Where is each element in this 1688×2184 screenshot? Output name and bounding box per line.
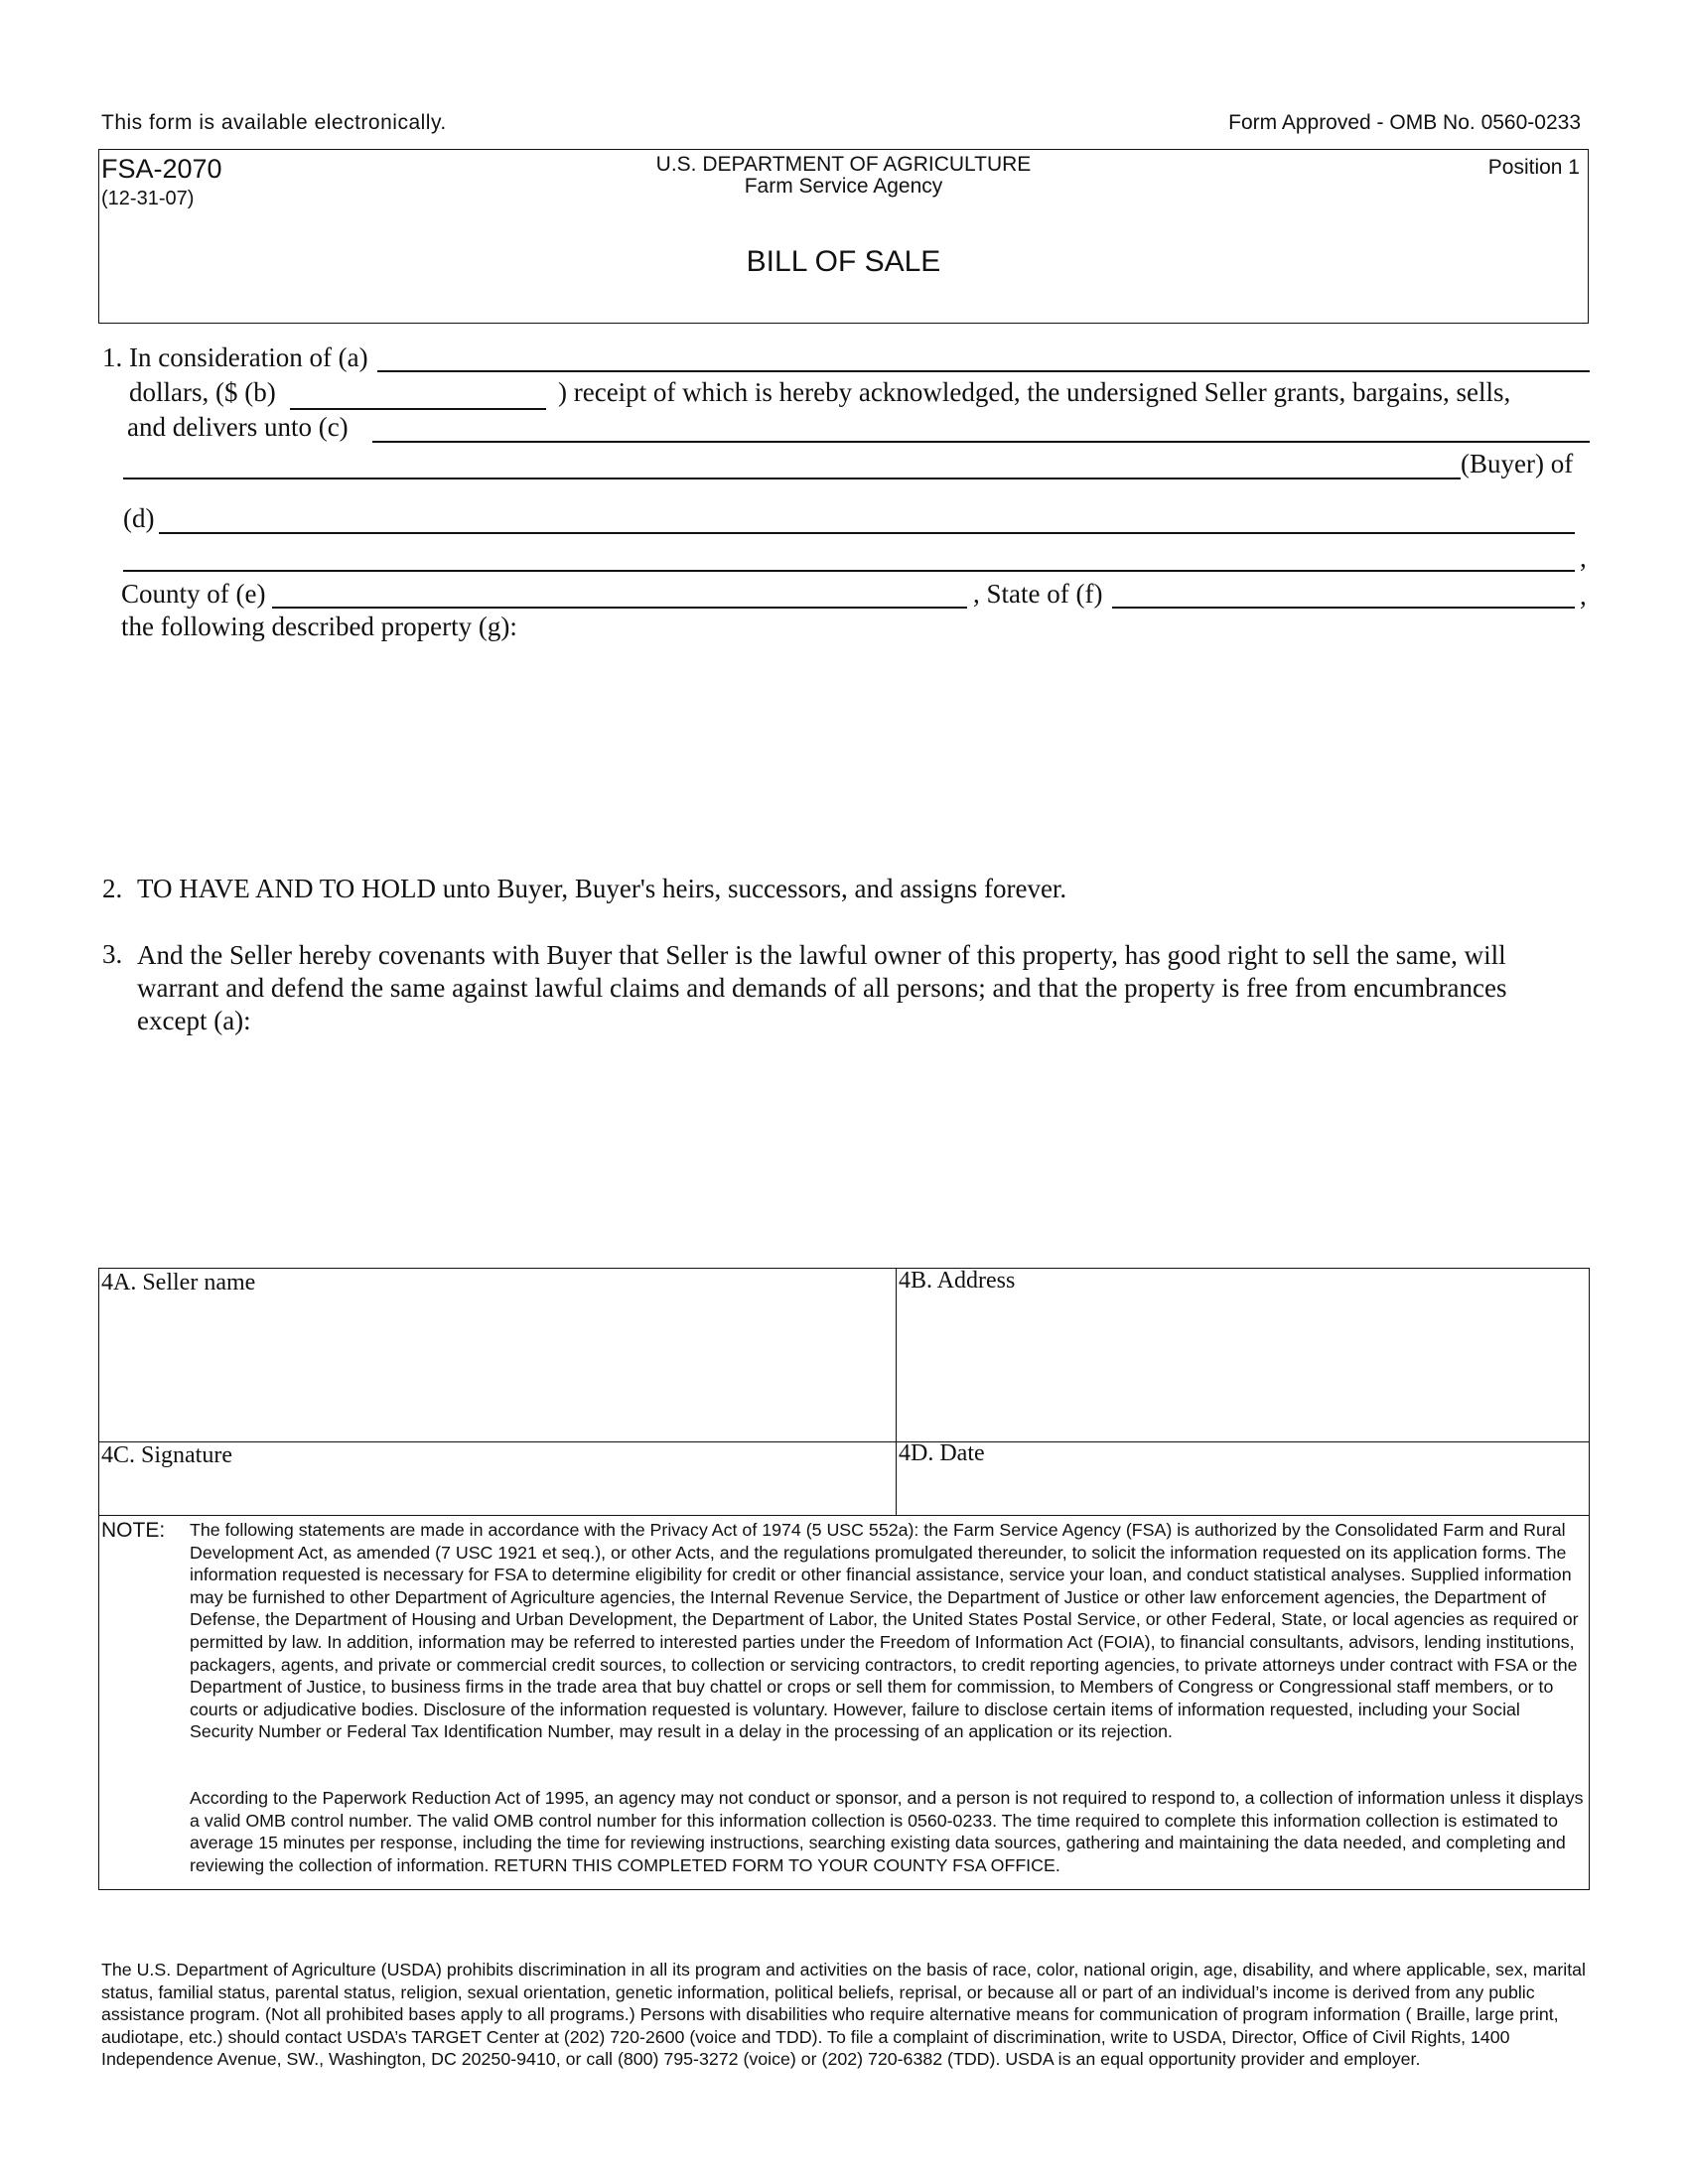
nondiscrimination-statement: The U.S. Department of Agriculture (USDA) prohibits discrimination in all its program and activities on the basis of race, color, national origin, age, disability, and where applicable, sex, marital status, familial status, parental status, religion, sexual orientation, genetic information, political beliefs, reprisal, or because all or part of an individual’s income is derived from any public assistance program. (Not all prohibited bases apply to all programs.) Persons with disabilities who require alternative means for communication of program information ( Braille, large print, audiotape, etc.) should contact USDA’s TARGET Center at (202) 720-2600 (voice and TDD). To file a complaint of discrimination, write to USDA, Director, Office of Civil Rights, 1400 Independence Avenue, SW., Washington, DC 20250-9410, or call (800) 795-3272 (voice) or (202) 720-6382 (TDD). USDA is an equal opportunity provider and employer. (101, 1960, 1586, 2070)
county-field[interactable] (272, 578, 967, 608)
privacy-act-statement: The following statements are made in accordance with the Privacy Act of 1974 (5 USC 552a): the Farm Service Agency (FSA) is authorized by the Consolidated Farm and Rural Development Act, as amended (7 USC 1921 et seq.), or other Acts, and the regulations promulgated thereunder, to solicit the information requested on its application forms. The information requested is necessary for FSA to determine eligibility for credit or other financial assistance, service your loan, and conduct statistical analyses. Supplied information may be furnished to other Department of Agriculture agencies, the Internal Revenue Service, the Department of Justice or other law enforcement agencies, the Department of Defense, the Department of Housing and Urban Development, the Department of Labor, the United States Postal Service, or other Federal, State, or local agencies as required or permitted by law. In addition, information may be referred to interested parties under the Freedom of Information Act (FOIA), to financial consultants, advisors, lending institutions, packagers, agents, and private or commercial credit sources, to collection or servicing contractors, to credit reporting agencies, to private attorneys under contract with FSA or the Department of Justice, to business firms in the trade area that buy chattel or crops or sell them for commission, to Members of Congress or Congressional staff members, or to courts or adjudicative bodies. Disclosure of the information requested is voluntary. However, failure to disclose certain items of information requested, including your Social Security Number or Federal Tax Identification Number, may result in a delay in the processing of an application or its rejection. (190, 1520, 1579, 1742)
item2-number: 2. (102, 874, 123, 903)
signature-label: 4C. Signature (101, 1442, 232, 1468)
address-comma: , (1580, 543, 1587, 573)
item3-number: 3. (102, 939, 123, 969)
seller-name-label: 4A. Seller name (101, 1270, 256, 1296)
buyer-name-field-2[interactable] (123, 449, 1461, 478)
address-field-2[interactable] (123, 541, 1575, 571)
department-name: U.S. DEPARTMENT OF AGRICULTURE (655, 153, 1032, 176)
form-header-box (98, 149, 1589, 324)
omb-approval: Form Approved - OMB No. 0560-0233 (1228, 111, 1581, 134)
seller-address-field[interactable] (899, 1298, 1584, 1437)
state-label: , State of (f) (973, 579, 1103, 609)
note-label: NOTE: (101, 1519, 166, 1542)
agency-name: Farm Service Agency (744, 175, 943, 198)
item2-text: TO HAVE AND TO HOLD unto Buyer, Buyer's heirs, successors, and assigns forever. (137, 874, 1067, 903)
available-electronically-note: This form is available electronically. (101, 111, 447, 134)
paperwork-reduction-statement: According to the Paperwork Reduction Act of 1995, an agency may not conduct or sponsor, and a person is not required to respond to, a collection of information unless it displays a valid OMB control number. The valid OMB control number for this information collection is 0560-0233. The time required to complete this information collection is estimated to average 15 minutes per response, including the time for reviewing instructions, searching existing data sources, gathering and maintaining the data needed, and completing and reviewing the collection of information. RETURN THIS COMPLETED FORM TO YOUR COUNTY FSA OFFICE. (190, 1788, 1584, 1875)
address-field-1[interactable] (159, 503, 1575, 533)
receipt-text: ) receipt of which is hereby acknowledged, the undersigned Seller grants, bargains, sells, (558, 377, 1511, 407)
table-column-divider (896, 1268, 897, 1515)
delivers-label: and delivers unto (c) (127, 412, 349, 442)
date-field[interactable] (899, 1471, 1584, 1511)
form-number: FSA-2070 (101, 154, 222, 184)
form-title: BILL OF SALE (746, 245, 941, 278)
signature-field[interactable] (101, 1473, 891, 1511)
address-label: 4B. Address (899, 1268, 1016, 1294)
item1-consideration-label: 1. In consideration of (a) (102, 342, 368, 372)
dollars-label: dollars, ($ (b) (129, 377, 276, 407)
table-row-divider-1 (98, 1441, 1590, 1442)
dollar-amount-field[interactable] (290, 379, 546, 409)
form-revision-date: (12-31-07) (101, 188, 195, 209)
consideration-amount-field[interactable] (377, 342, 1590, 372)
buyer-of-label: (Buyer) of (1461, 449, 1574, 478)
item3-text: And the Seller hereby covenants with Buyer that Seller is the lawful owner of this property, has good right to sell the same, will warrant and defend the same against lawful claims and demands of all persons; and that the property is free from encumbrances except (a): (137, 940, 1507, 1035)
position-label: Position 1 (1487, 156, 1580, 179)
encumbrances-area[interactable] (137, 1042, 1587, 1241)
state-field[interactable] (1112, 578, 1575, 608)
seller-name-field[interactable] (101, 1300, 891, 1437)
property-label: the following described property (g): (121, 612, 517, 641)
county-label: County of (e) (121, 579, 266, 609)
address-d-label: (d) (123, 503, 155, 533)
date-label: 4D. Date (899, 1440, 985, 1466)
state-comma: , (1580, 581, 1587, 611)
property-description-area[interactable] (121, 650, 1591, 849)
buyer-name-field-1[interactable] (372, 412, 1590, 442)
table-row-divider-2 (98, 1515, 1590, 1516)
